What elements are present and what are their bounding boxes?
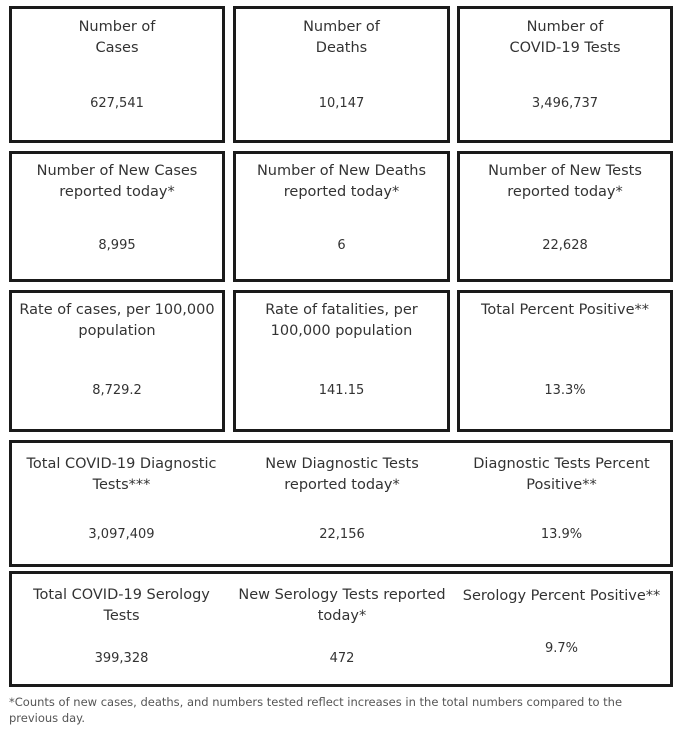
card-value: 8,995 <box>98 238 136 253</box>
card-value: 3,097,409 <box>88 527 155 542</box>
card-label: New Serology Tests reported today* <box>238 587 446 624</box>
card-value: 6 <box>337 238 346 253</box>
card-fatality-rate <box>233 290 450 432</box>
card-value: 3,496,737 <box>531 96 599 111</box>
serology-percent-positive <box>453 574 670 684</box>
card-label: Rate of fatalities, per 100,000 population <box>265 302 418 339</box>
card-label: Number of Cases <box>78 19 156 56</box>
card-label: Rate of cases, per 100,000 population <box>19 302 215 339</box>
card-value: 8,729.2 <box>92 383 142 398</box>
card-label: Total COVID-19 Serology Tests <box>33 587 210 624</box>
card-value: 13.3% <box>544 383 586 398</box>
card-number-of-deaths <box>233 6 450 143</box>
card-label: Total COVID-19 Diagnostic Tests*** <box>26 456 217 493</box>
card-label: Number of New Cases reported today* <box>36 163 198 200</box>
card-new-deaths <box>233 151 450 282</box>
card-value: 13.9% <box>540 527 583 542</box>
card-value: 141.15 <box>318 383 365 398</box>
panel-diagnostic-tests <box>9 440 673 567</box>
card-label: Diagnostic Tests Percent Positive** <box>473 456 650 493</box>
panel-serology-tests <box>9 571 673 687</box>
card-number-of-cases <box>9 6 225 143</box>
card-label: Serology Percent Positive** <box>462 588 661 604</box>
card-new-tests <box>457 151 673 282</box>
footnote: *Counts of new cases, deaths, and numbers tested reflect increases in the total numbers compared to the previous day. <box>9 695 623 725</box>
card-label: Number of New Deaths reported today* <box>256 163 427 200</box>
card-label: Number of New Tests reported today* <box>488 163 642 200</box>
serology-total <box>12 574 231 684</box>
card-label: Number of COVID-19 Tests <box>509 19 621 56</box>
card-case-rate <box>9 290 225 432</box>
card-value: 10,147 <box>318 96 365 111</box>
serology-new <box>231 574 453 684</box>
card-value: 627,541 <box>90 96 144 111</box>
card-label: Number of Deaths <box>303 19 380 56</box>
diagnostic-new <box>231 443 453 564</box>
card-value: 472 <box>329 651 355 666</box>
card-value: 22,628 <box>542 238 588 253</box>
card-total-percent-positive <box>457 290 673 432</box>
card-new-cases <box>9 151 225 282</box>
card-label: New Diagnostic Tests reported today* <box>265 456 419 493</box>
card-number-of-tests <box>457 6 673 143</box>
card-value: 22,156 <box>319 527 365 542</box>
diagnostic-total <box>12 443 231 564</box>
card-value: 9.7% <box>544 641 579 656</box>
diagnostic-percent-positive <box>453 443 670 564</box>
card-value: 399,328 <box>94 651 149 666</box>
card-label: Total Percent Positive** <box>480 302 650 318</box>
